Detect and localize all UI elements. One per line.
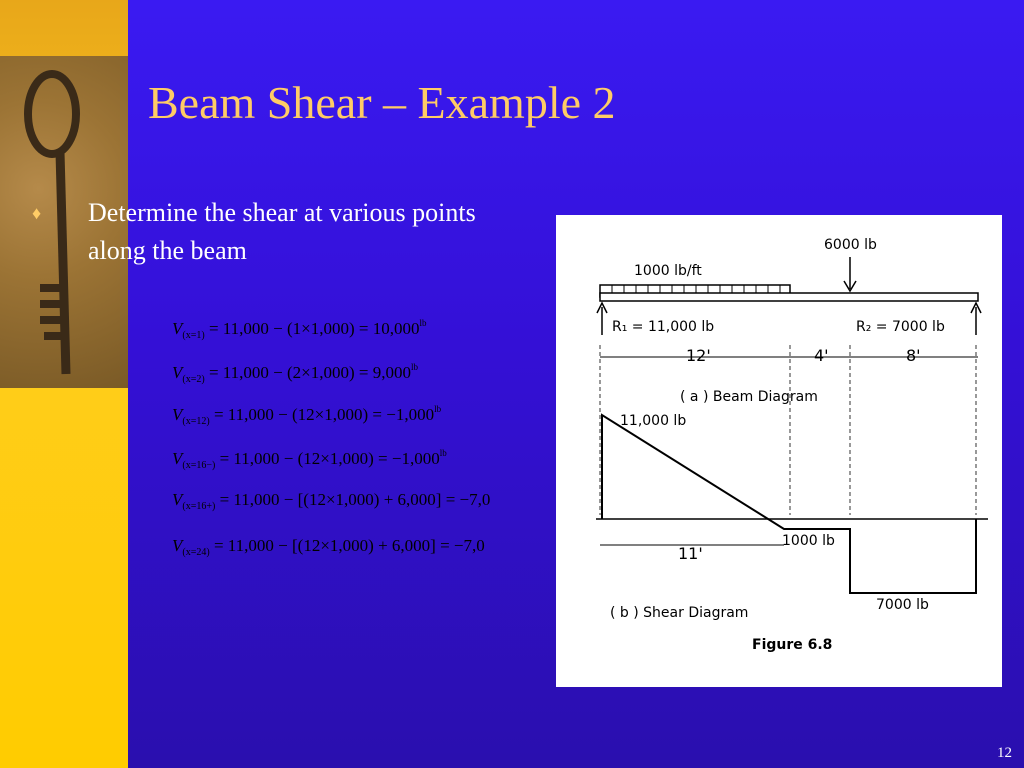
reaction-1-label: R₁ = 11,000 lb	[612, 319, 715, 335]
shear-caption: ( b ) Shear Diagram	[610, 605, 749, 621]
shear-mid-label: 1000 lb	[782, 533, 835, 549]
equation-4: $V_{(x=16-)} = 11,000 - (12\times 1,000) = -1,000^{lb}$	[172, 448, 447, 471]
reaction-2-label: R₂ = 7000 lb	[856, 319, 945, 335]
figure-label: Figure 6.8	[752, 637, 833, 653]
shear-max-label: 11,000 lb	[620, 413, 687, 429]
shear-min-label: 7000 lb	[876, 597, 929, 613]
point-load-label: 6000 lb	[824, 237, 877, 253]
beam-caption: ( a ) Beam Diagram	[680, 389, 818, 405]
load-distributed-label: 1000 lb/ft	[634, 263, 702, 279]
beam-figure	[556, 215, 1002, 687]
equation-5: $V_{(x=16+)} = 11,000 - [(12\times 1,000) + 6,000] = -7,0$	[172, 490, 491, 512]
diamond-bullet-icon: ♦	[32, 203, 42, 223]
bullet-text: Determine the shear at various points along the beam	[88, 198, 476, 265]
slide-title: Beam Shear – Example 2	[148, 77, 616, 128]
dim-4-label: 4'	[814, 346, 829, 365]
dim-11-label: 11'	[678, 544, 703, 563]
slide-number: 12	[997, 745, 1012, 761]
equation-1: $V_{(x=1)} = 11,000 - (1\times 1,000) = 10,000^{lb}$	[172, 318, 427, 341]
dim-12-label: 12'	[686, 346, 711, 365]
dim-8-label: 8'	[906, 346, 921, 365]
equation-2: $V_{(x=2)} = 11,000 - (2\times 1,000) = 9,000^{lb}$	[172, 362, 419, 385]
equation-6: $V_{(x=24)} = 11,000 - [(12\times 1,000) + 6,000] = -7,0$	[172, 536, 485, 558]
equation-3: $V_{(x=12)} = 11,000 - (12\times 1,000) = -1,000^{lb}$	[172, 404, 442, 427]
